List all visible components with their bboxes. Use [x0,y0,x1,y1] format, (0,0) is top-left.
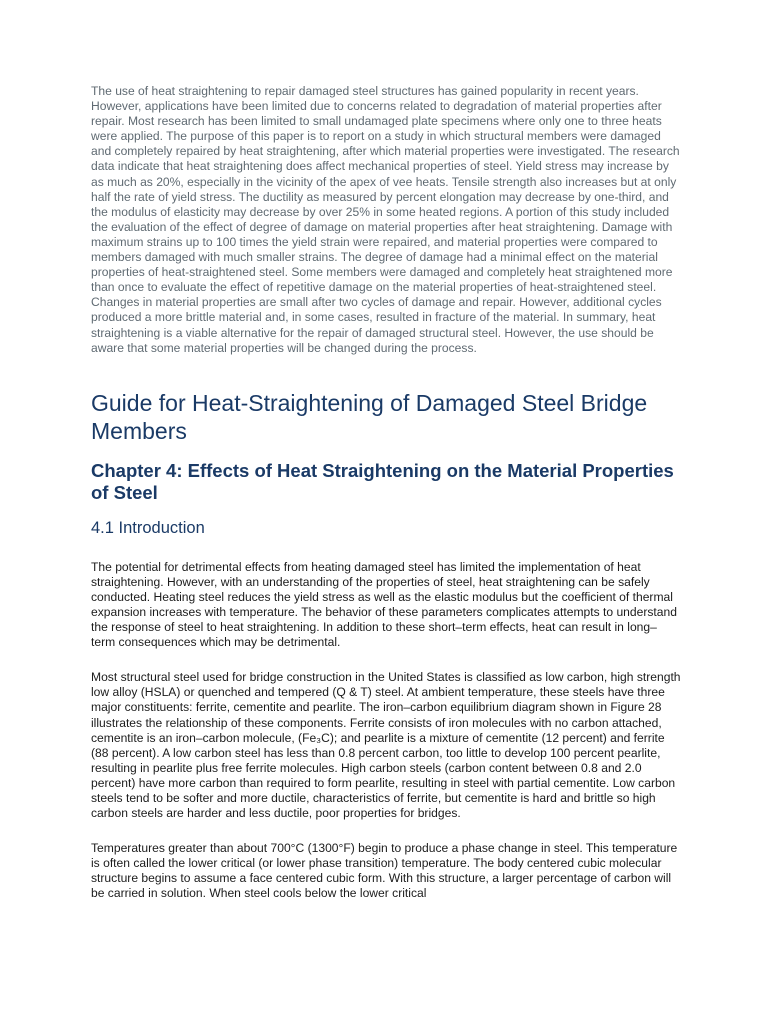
chapter-title: Chapter 4: Effects of Heat Straightening on the Material Properties of Steel [91,459,674,504]
abstract-paragraph: The use of heat straightening to repair damaged steel structures has gained popularity in recent years. However, applications have been limited due to concerns related to degradation of material properties after repair. Most research has been limited to small undamaged plate specimens where only one to three heats were applied. The purpose of this paper is to report on a study in which structural members were damaged and completely repaired by heat straightening, after which material properties were investigated. The research data indicate that heat straightening does affect mechanical properties of steel. Yield stress may increase by as much as 20%, especially in the vicinity of the apex of vee heats. Tensile strength also increases but at only half the rate of yield stress. The ductility as measured by percent elongation may decrease by one-third, and the modulus of elasticity may decrease by over 25% in some heated regions. A portion of this study included the evaluation of the effect of degree of damage on material properties after heat straightening. Damage with maximum strains up to 100 times the yield strain were repaired, and material properties were compared to members damaged with much smaller strains. The degree of damage had a minimal effect on the material properties of heat-straightened steel. Some members were damaged and completely heat straightened more than once to evaluate the effect of repetitive damage on the material properties of heat-straightened steel. Changes in material properties are small after two cycles of damage and repair. However, additional cycles produced a more brittle material and, in some cases, resulted in fracture of the material. In summary, heat straightening is a viable alternative for the repair of damaged structural steel. However, the use should be aware that some material properties will be changed during the process. [91,84,680,355]
section-title: 4.1 Introduction [91,518,205,537]
document-page [91,84,681,902]
body-paragraph-2: Most structural steel used for bridge construction in the United States is classified as low carbon, high strength low alloy (HSLA) or quenched and tempered (Q & T) steel. At ambient temperature, these steels have three major constituents: ferrite, cementite and pearlite. The iron–carbon equilibrium diagram shown in Figure 28 illustrates the relationship of these components. Ferrite consists of iron molecules with no carbon attached, cementite is an iron–carbon molecule, (Fe₃C); and pearlite is a mixture of cementite (12 percent) and ferrite (88 percent). A low carbon steel has less than 0.8 percent carbon, too little to develop 100 percent pearlite, resulting in pearlite plus free ferrite molecules. High carbon steels (carbon content between 0.8 and 2.0 percent) have more carbon than required to form pearlite, resulting in steel with partial cementite. Low carbon steels tend to be softer and more ductile, characteristics of ferrite, but cementite is hard and brittle so high carbon steels are harder and less ductile, poor properties for bridges. [91,670,681,821]
body-paragraph-3: Temperatures greater than about 700°C (1300°F) begin to produce a phase change in steel. This temperature is often called the lower critical (or lower phase transition) temperature. The body centered cubic molecular structure begins to assume a face centered cubic form. With this structure, a larger percentage of carbon will be carried in solution. When steel cools below the lower critical [91,841,678,901]
body-paragraph-1: The potential for detrimental effects from heating damaged steel has limited the implementation of heat straightening. However, with an understanding of the properties of steel, heat straightening can be safely conducted. Heating steel reduces the yield stress as well as the elastic modulus but the coefficient of thermal expansion increases with temperature. The behavior of these parameters complicates attempts to understand the response of steel to heat straightening. In addition to these short–term effects, heat can result in long–term consequences which may be detrimental. [91,559,677,650]
guide-title: Guide for Heat-Straightening of Damaged Steel Bridge Members [91,389,648,444]
